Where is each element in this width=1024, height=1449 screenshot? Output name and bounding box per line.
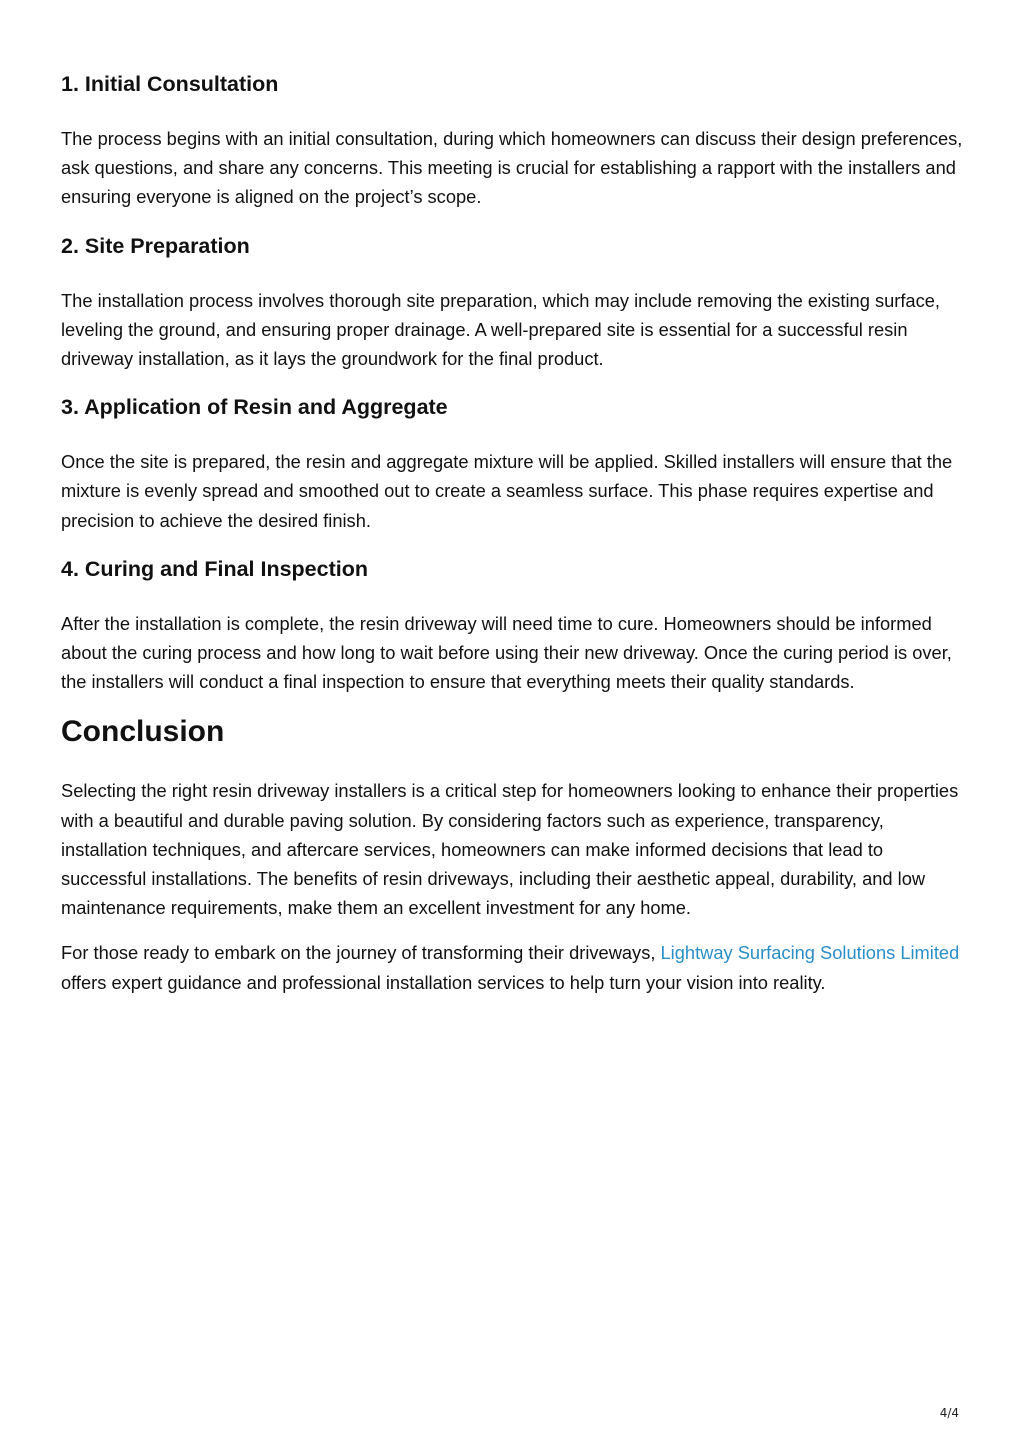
conclusion-paragraph-1: Selecting the right resin driveway installers is a critical step for homeowners looking to enhance their properties with a beautiful and durable paving solution. By considering factors such as experience, transparency, installation techniques, and aftercare services, homeowners can make informed decisions that lead to successful installations. The benefits of resin driveways, including their aesthetic appeal, durability, and low maintenance requirements, make them an excellent investment for any home. [61, 780, 959, 919]
conclusion-paragraph-2 [61, 938, 963, 996]
section-heading-application: 3. Application of Resin and Aggregate [61, 395, 448, 420]
section-paragraph-application: Once the site is prepared, the resin and aggregate mixture will be applied. Skilled installers will ensure that the mixture is evenly spread and smoothed out to create a seamless surface. This phase requires expertise and precision to achieve the desired finish. [61, 451, 953, 531]
conclusion-paragraph-2-lead: For those ready to embark on the journey of transforming their driveways, [61, 942, 661, 964]
section-paragraph-initial-consultation: The process begins with an initial consultation, during which homeowners can discuss their design preferences, ask questions, and share any concerns. This meeting is crucial for establishing a rapport with the installers and ensuring everyone is aligned on the project’s scope. [61, 128, 963, 208]
section-heading-curing-inspection: 4. Curing and Final Inspection [61, 556, 368, 581]
conclusion-heading: Conclusion [61, 715, 225, 749]
section-heading-site-preparation: 2. Site Preparation [61, 233, 250, 258]
document-page [61, 66, 963, 1013]
section-heading-initial-consultation: 1. Initial Consultation [61, 72, 279, 96]
conclusion-paragraph-2-tail: offers expert guidance and professional installation services to help turn your vision into reality. [61, 971, 826, 993]
section-paragraph-site-preparation: The installation process involves thorough site preparation, which may include removing the existing surface, leveling the ground, and ensuring proper drainage. A well-prepared site is essential for a successful resin driveway installation, as it lays the groundwork for the final product. [61, 289, 940, 370]
page-number: 4/4 [939, 1406, 959, 1420]
section-paragraph-curing-inspection: After the installation is complete, the resin driveway will need time to cure. Homeowners should be informed about the curing process and how long to wait before using their new driveway. Once the curing period is over, the installers will conduct a final inspection to ensure that everything meets their quality standards. [61, 612, 952, 693]
lightway-surfacing-link[interactable]: Lightway Surfacing Solutions Limited [660, 942, 960, 964]
